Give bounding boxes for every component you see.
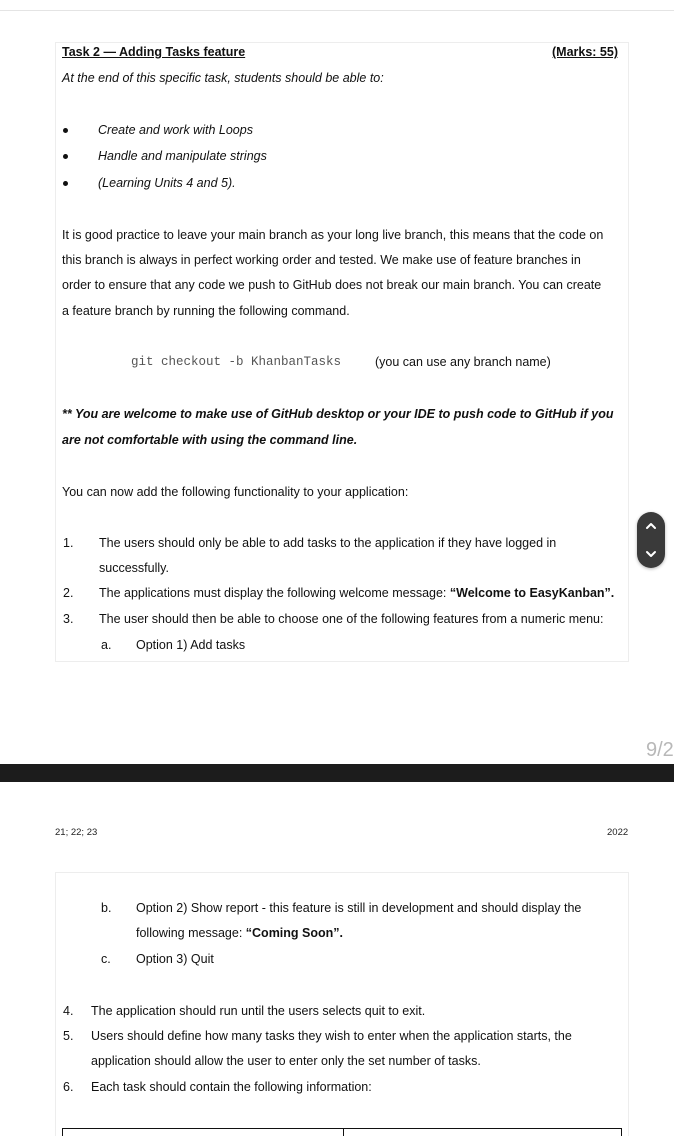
task-info-table (62, 1128, 622, 1136)
note-line: ** You are welcome to make use of GitHub desktop or your IDE to push code to GitHub if you (62, 407, 614, 421)
next-page-button[interactable] (637, 540, 665, 568)
outcome-item: Create and work with Loops (98, 123, 253, 137)
paragraph-line: this branch is always in perfect working order and tested. We make use of feature branches in (62, 253, 581, 267)
sub-letter: a. (101, 638, 112, 652)
bullet-icon (63, 128, 68, 133)
list-item-text: The users should only be able to add tasks to the application if they have logged in (99, 536, 557, 550)
list-number: 3. (63, 612, 74, 626)
functionality-intro: You can now add the following functionality to your application: (62, 485, 409, 499)
list-number: 1. (63, 536, 74, 550)
table-column-divider (343, 1128, 344, 1136)
page-indicator: 9/2 (646, 739, 674, 761)
list-number: 5. (63, 1029, 74, 1043)
chevron-down-icon (645, 548, 657, 560)
paragraph-line: order to ensure that any code we push to GitHub does not break our main branch. You can create (62, 278, 602, 292)
list-item-text: Users should define how many tasks they wish to enter when the application starts, the (91, 1029, 572, 1043)
page-navigator (637, 512, 665, 568)
top-divider (0, 10, 674, 11)
paragraph-line: It is good practice to leave your main branch as your long live branch, this means that the code on (62, 228, 604, 242)
outcome-item: (Learning Units 4 and 5). (98, 176, 236, 190)
sub-item-text: following message: “Coming Soon”. (136, 926, 343, 940)
list-item-text: application should allow the user to enter only the set number of tasks. (91, 1054, 481, 1068)
command-note: (you can use any branch name) (375, 355, 551, 369)
paragraph-line: a feature branch by running the following command. (62, 304, 350, 318)
list-number: 4. (63, 1004, 74, 1018)
sub-item-text: Option 1) Add tasks (136, 638, 246, 652)
previous-page-button[interactable] (637, 512, 665, 540)
intro-text: At the end of this specific task, students should be able to: (62, 71, 384, 85)
task-title: Task 2 — Adding Tasks feature (62, 45, 246, 59)
list-item-text: Each task should contain the following information: (91, 1080, 372, 1094)
sub-letter: b. (101, 901, 112, 915)
outcome-item: Handle and manipulate strings (98, 149, 267, 163)
sub-item-text: Option 3) Quit (136, 952, 214, 966)
git-command: git checkout -b KhanbanTasks (131, 355, 342, 369)
list-item-text: The applications must display the following welcome message: “Welcome to EasyKanban”. (99, 586, 615, 600)
coming-soon-message: “Coming Soon”. (245, 926, 343, 940)
list-item-text: The user should then be able to choose one of the following features from a numeric menu: (99, 612, 604, 626)
marks-label: (Marks: 55) (552, 45, 618, 59)
bullet-icon (63, 181, 68, 186)
page-separator (0, 764, 674, 782)
list-number: 2. (63, 586, 74, 600)
note-line: are not comfortable with using the command line. (62, 433, 358, 447)
page-header-left: 21; 22; 23 (55, 827, 98, 838)
welcome-message: “Welcome to EasyKanban”. (449, 586, 615, 600)
bullet-icon (63, 154, 68, 159)
list-item-text: The application should run until the users selects quit to exit. (91, 1004, 426, 1018)
sub-letter: c. (101, 952, 111, 966)
list-item-text: successfully. (99, 561, 169, 575)
sub-item-text: Option 2) Show report - this feature is still in development and should display the (136, 901, 582, 915)
page-header-right: 2022 (607, 827, 629, 838)
chevron-up-icon (645, 520, 657, 532)
list-number: 6. (63, 1080, 74, 1094)
